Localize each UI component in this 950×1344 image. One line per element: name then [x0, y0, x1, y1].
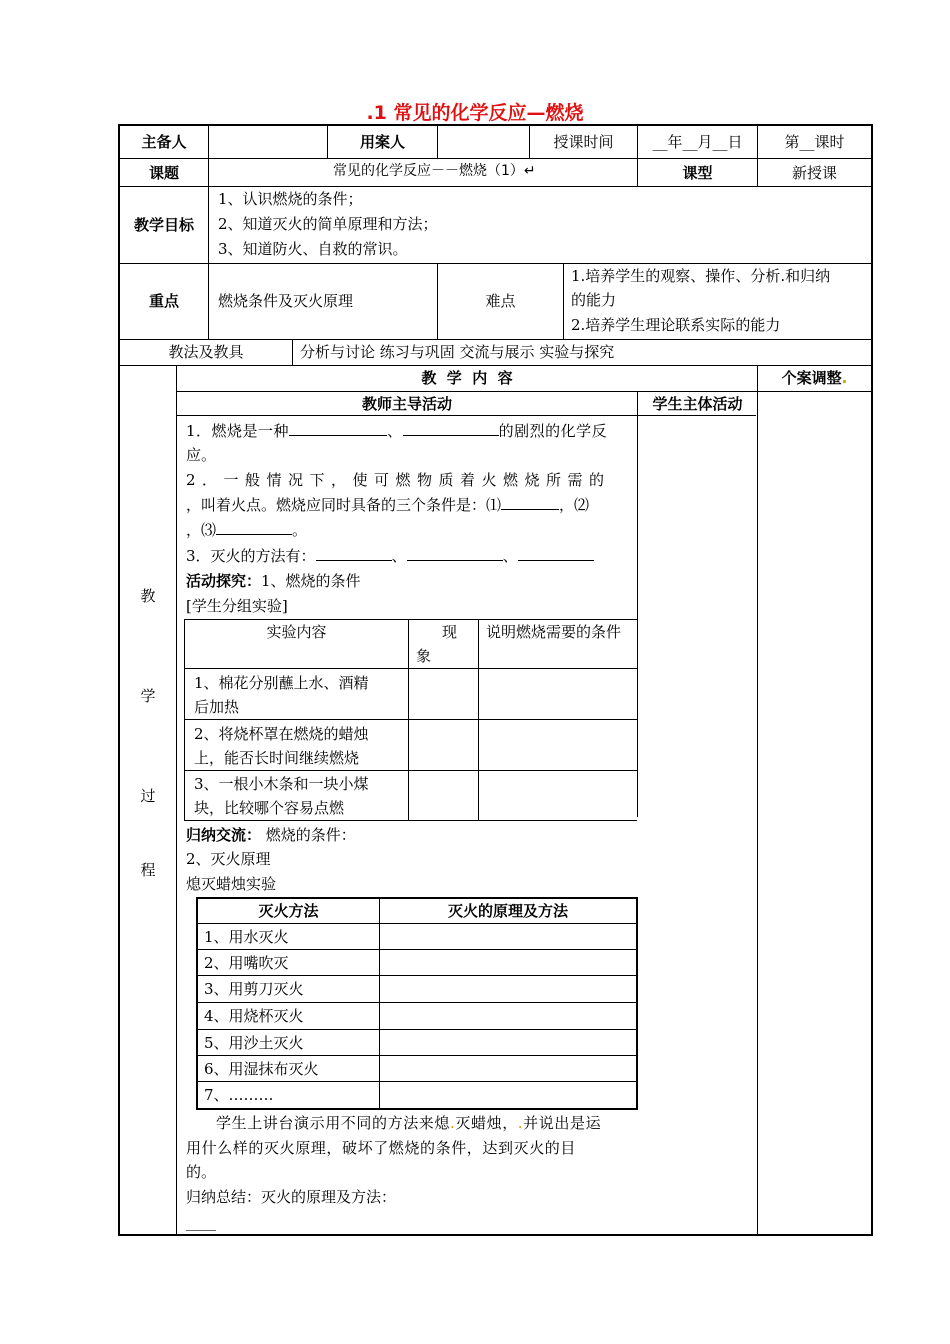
- exp-row: 上，能否长时间继续燃烧: [194, 749, 360, 767]
- adjust-header: 个案调整.: [781, 369, 848, 387]
- key-value: 燃烧条件及灭火原理: [218, 292, 354, 310]
- exp-row: 3、一根小木条和一块小煤: [194, 775, 369, 793]
- goal-item: 1、认识燃烧的条件；: [218, 190, 363, 208]
- type-label: 课型: [682, 164, 713, 182]
- group-experiment: [学生分组实验]: [186, 597, 288, 615]
- teacher-header: 教师主导活动: [361, 395, 452, 413]
- demo-paragraph-3: 的。: [186, 1163, 217, 1181]
- question-1: 1．燃烧是一种 、 的剧烈的化学反: [186, 422, 608, 440]
- content-header: 教 学 内 容: [421, 369, 513, 387]
- topic-value: 常见的化学反应－－燃烧（1）↵: [333, 163, 536, 179]
- fire-row: 7、………: [204, 1086, 274, 1104]
- fire-row: 5、用沙土灭火: [204, 1034, 304, 1052]
- process-side-char: 过: [140, 787, 156, 805]
- fire-principle: 2、灭火原理: [186, 850, 271, 868]
- final-summary: 归纳总结：灭火的原理及方法：: [186, 1188, 397, 1206]
- type-value: 新授课: [791, 164, 837, 182]
- explore-heading: 活动探究：1、燃烧的条件: [186, 572, 361, 590]
- difficulty-item: 1.培养学生的观察、操作、分析.和归纳: [571, 267, 831, 285]
- fire-row: 6、用湿抹布灭火: [204, 1060, 319, 1078]
- question-2-end: ，⑶ 。: [186, 521, 308, 539]
- student-header: 学生主体活动: [652, 395, 743, 413]
- difficulty-item: 2.培养学生理论联系实际的能力: [571, 316, 781, 334]
- fire-row: 4、用烧杯灭火: [204, 1007, 304, 1025]
- fire-row: 2、用嘴吹灭: [204, 954, 289, 972]
- exp-row: 2、将烧杯罩在燃烧的蜡烛: [194, 725, 369, 743]
- period-text: 第__课时: [784, 133, 845, 151]
- page-title: .1 常见的化学反应—燃烧: [366, 102, 584, 124]
- question-2-cont: ，叫着火点。燃烧应同时具备的三个条件是：⑴ ，⑵: [186, 496, 590, 514]
- final-blank: ____: [186, 1213, 216, 1231]
- fire-row: 3、用剪刀灭火: [204, 980, 304, 998]
- process-side-char: 学: [140, 687, 156, 705]
- exp-header-content: 实验内容: [266, 623, 327, 641]
- goal-item: 2、知道灭火的简单原理和方法；: [218, 215, 438, 233]
- demo-paragraph-2: 用什么样的灭火原理，破坏了燃烧的条件，达到灭火的目: [186, 1139, 577, 1157]
- question-1-cont: 应。: [186, 446, 217, 464]
- time-label: 授课时间: [553, 133, 614, 151]
- difficulty-label: 难点: [485, 292, 516, 310]
- question-3: 3．灭火的方法有： 、 、: [186, 546, 594, 566]
- exp-row: 1、棉花分别蘸上水、酒精: [194, 674, 369, 692]
- methods-value: 分析与讨论 练习与巩固 交流与展示 实验与探究: [300, 343, 615, 361]
- summary-heading: 归纳交流： 燃烧的条件：: [186, 826, 356, 844]
- exp-header-phenomenon: 现: [442, 623, 458, 641]
- question-2: 2．一般情况下，使可燃物质着火燃烧所需的: [186, 471, 611, 489]
- topic-label: 课题: [148, 164, 179, 182]
- candle-experiment: 熄灭蜡烛实验: [186, 875, 277, 893]
- user-label: 用案人: [359, 133, 405, 151]
- difficulty-item: 的能力: [571, 291, 617, 309]
- date-text: __年__月__日: [652, 133, 743, 151]
- exp-row: 块，比较哪个容易点燃: [194, 799, 345, 817]
- demo-paragraph: 学生上讲台演示用不同的方法来熄.灭蜡烛，.并说出是运: [216, 1114, 602, 1132]
- fire-row: 1、用水灭火: [204, 928, 289, 946]
- goal-item: 3、知道防火、自救的常识。: [218, 240, 408, 258]
- methods-label: 教法及教具: [168, 343, 244, 361]
- process-side-char: 程: [140, 861, 156, 879]
- preparer-label: 主备人: [141, 133, 187, 151]
- fire-header-principle: 灭火的原理及方法: [447, 902, 568, 920]
- exp-row: 后加热: [194, 698, 240, 716]
- fire-header-method: 灭火方法: [258, 902, 319, 920]
- exp-header-phenomenon-2: 象: [416, 647, 432, 665]
- goals-label: 教学目标: [133, 216, 194, 234]
- key-label: 重点: [148, 292, 179, 310]
- exp-header-condition: 说明燃烧需要的条件: [486, 623, 622, 641]
- process-side-char: 教: [140, 587, 156, 605]
